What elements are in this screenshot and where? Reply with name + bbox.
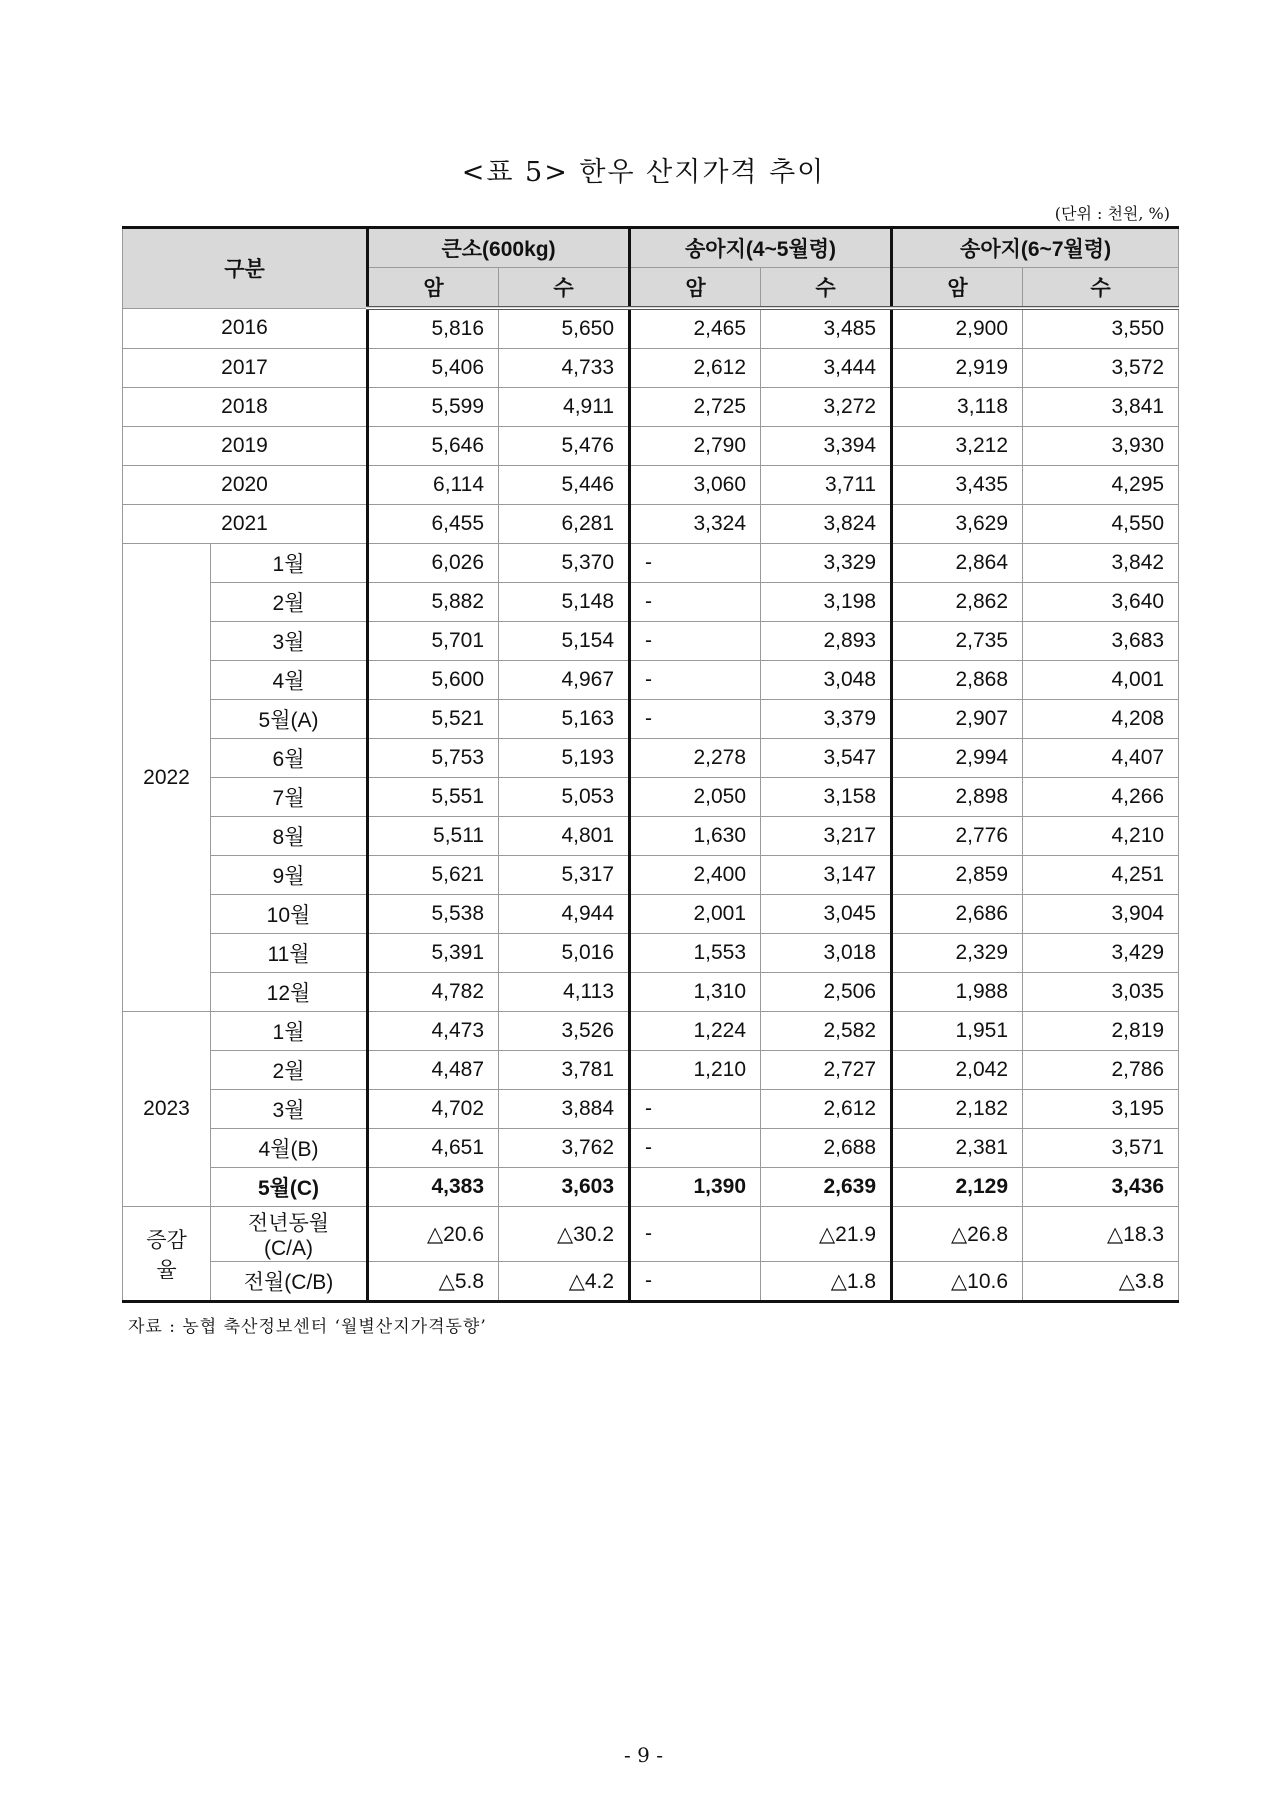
value-cell: 3,195 (1023, 1090, 1179, 1129)
value-cell: 2,001 (630, 895, 761, 934)
table-row (123, 1129, 1179, 1168)
value-cell: 3,640 (1023, 583, 1179, 622)
value-cell: 3,429 (1023, 934, 1179, 973)
value-cell: 3,060 (630, 466, 761, 505)
month-label: 1월 (211, 544, 368, 583)
value-cell: 1,224 (630, 1012, 761, 1051)
value-cell: 4,550 (1023, 505, 1179, 544)
value-cell: 5,016 (499, 934, 630, 973)
month-label: 9월 (211, 856, 368, 895)
table-row (123, 1051, 1179, 1090)
value-cell: 5,154 (499, 622, 630, 661)
month-label: 6월 (211, 739, 368, 778)
value-cell: 2,786 (1023, 1051, 1179, 1090)
value-cell: 2,612 (761, 1090, 892, 1129)
header-male: 수 (499, 268, 630, 309)
value-cell: 3,198 (761, 583, 892, 622)
year-group-label: 2023 (123, 1012, 211, 1207)
value-cell: △30.2 (499, 1207, 630, 1262)
value-cell: 3,930 (1023, 427, 1179, 466)
value-cell: 3,884 (499, 1090, 630, 1129)
value-cell: 4,208 (1023, 700, 1179, 739)
value-cell: 2,688 (761, 1129, 892, 1168)
table-row (123, 466, 1179, 505)
month-label: 1월 (211, 1012, 368, 1051)
value-cell: △21.9 (761, 1207, 892, 1262)
table-row (123, 739, 1179, 778)
table-row (123, 700, 1179, 739)
value-cell: 5,317 (499, 856, 630, 895)
value-cell: 6,455 (368, 505, 499, 544)
header-male: 수 (1023, 268, 1179, 309)
value-cell: - (630, 544, 761, 583)
value-cell: 3,824 (761, 505, 892, 544)
price-table (122, 226, 1179, 1303)
value-cell: 3,603 (499, 1168, 630, 1207)
month-label: 4월 (211, 661, 368, 700)
value-cell: 3,711 (761, 466, 892, 505)
value-cell: - (630, 1090, 761, 1129)
table-row (123, 856, 1179, 895)
value-cell: 4,702 (368, 1090, 499, 1129)
month-label: 5월(C) (211, 1168, 368, 1207)
value-cell: - (630, 583, 761, 622)
value-cell: 3,485 (761, 308, 892, 349)
value-cell: 5,621 (368, 856, 499, 895)
value-cell: 4,210 (1023, 817, 1179, 856)
value-cell: 2,907 (892, 700, 1023, 739)
change-rate-type: 전년동월(C/A) (211, 1207, 368, 1262)
table-row (123, 622, 1179, 661)
value-cell: 3,035 (1023, 973, 1179, 1012)
value-cell: 3,272 (761, 388, 892, 427)
value-cell: 3,324 (630, 505, 761, 544)
value-cell: 4,473 (368, 1012, 499, 1051)
value-cell: 5,753 (368, 739, 499, 778)
year-label: 2019 (123, 427, 368, 466)
value-cell: 5,446 (499, 466, 630, 505)
value-cell: 2,725 (630, 388, 761, 427)
value-cell: △26.8 (892, 1207, 1023, 1262)
value-cell: 2,862 (892, 583, 1023, 622)
value-cell: 3,571 (1023, 1129, 1179, 1168)
value-cell: 5,370 (499, 544, 630, 583)
value-cell: 3,904 (1023, 895, 1179, 934)
value-cell: 2,859 (892, 856, 1023, 895)
table-row (123, 1012, 1179, 1051)
value-cell: 1,210 (630, 1051, 761, 1090)
value-cell: 4,967 (499, 661, 630, 700)
value-cell: 2,042 (892, 1051, 1023, 1090)
value-cell: 2,278 (630, 739, 761, 778)
table-row (123, 505, 1179, 544)
value-cell: 1,988 (892, 973, 1023, 1012)
value-cell: 3,048 (761, 661, 892, 700)
value-cell: 1,390 (630, 1168, 761, 1207)
table-row (123, 349, 1179, 388)
value-cell: 5,646 (368, 427, 499, 466)
value-cell: 3,572 (1023, 349, 1179, 388)
month-label: 4월(B) (211, 1129, 368, 1168)
value-cell: 4,782 (368, 973, 499, 1012)
value-cell: 5,650 (499, 308, 630, 349)
page-number: - 9 - (624, 1743, 663, 1767)
source-note: 자료 : 농협 축산정보센터 ‘월별산지가격동향’ (128, 1317, 487, 1337)
value-cell: 3,842 (1023, 544, 1179, 583)
value-cell: 5,599 (368, 388, 499, 427)
change-rate-type: 전월(C/B) (211, 1262, 368, 1302)
value-cell: 3,841 (1023, 388, 1179, 427)
value-cell: 6,026 (368, 544, 499, 583)
value-cell: - (630, 622, 761, 661)
header-calf-6-7: 송아지(6~7월령) (892, 228, 1179, 268)
header-female: 암 (368, 268, 499, 309)
month-label: 8월 (211, 817, 368, 856)
month-label: 3월 (211, 1090, 368, 1129)
value-cell: 2,735 (892, 622, 1023, 661)
value-cell: 3,212 (892, 427, 1023, 466)
month-label: 3월 (211, 622, 368, 661)
value-cell: △1.8 (761, 1262, 892, 1302)
value-cell: 3,547 (761, 739, 892, 778)
value-cell: 5,193 (499, 739, 630, 778)
value-cell: 2,790 (630, 427, 761, 466)
value-cell: 4,801 (499, 817, 630, 856)
value-cell: 3,526 (499, 1012, 630, 1051)
year-label: 2020 (123, 466, 368, 505)
value-cell: 2,864 (892, 544, 1023, 583)
value-cell: 2,400 (630, 856, 761, 895)
table-row (123, 661, 1179, 700)
value-cell: 2,893 (761, 622, 892, 661)
value-cell: 4,407 (1023, 739, 1179, 778)
value-cell: 4,001 (1023, 661, 1179, 700)
year-label: 2018 (123, 388, 368, 427)
value-cell: △5.8 (368, 1262, 499, 1302)
value-cell: 4,911 (499, 388, 630, 427)
value-cell: 5,511 (368, 817, 499, 856)
table-row (123, 973, 1179, 1012)
value-cell: 5,816 (368, 308, 499, 349)
value-cell: 2,329 (892, 934, 1023, 973)
value-cell: 5,391 (368, 934, 499, 973)
value-cell: 3,045 (761, 895, 892, 934)
month-label: 10월 (211, 895, 368, 934)
header-female: 암 (892, 268, 1023, 309)
year-group-label: 2022 (123, 544, 211, 1012)
month-label: 2월 (211, 583, 368, 622)
header-calf-4-5: 송아지(4~5월령) (630, 228, 892, 268)
value-cell: 2,776 (892, 817, 1023, 856)
value-cell: 6,114 (368, 466, 499, 505)
value-cell: 5,163 (499, 700, 630, 739)
value-cell: △10.6 (892, 1262, 1023, 1302)
value-cell: 4,733 (499, 349, 630, 388)
value-cell: 4,651 (368, 1129, 499, 1168)
value-cell: 3,550 (1023, 308, 1179, 349)
value-cell: 5,551 (368, 778, 499, 817)
value-cell: 2,727 (761, 1051, 892, 1090)
value-cell: 4,113 (499, 973, 630, 1012)
table-row (123, 388, 1179, 427)
table-row (123, 1168, 1179, 1207)
value-cell: 4,383 (368, 1168, 499, 1207)
value-cell: 3,018 (761, 934, 892, 973)
value-cell: 2,639 (761, 1168, 892, 1207)
value-cell: 2,819 (1023, 1012, 1179, 1051)
value-cell: 5,476 (499, 427, 630, 466)
value-cell: 2,900 (892, 308, 1023, 349)
value-cell: 5,521 (368, 700, 499, 739)
table-title: <표 5> 한우 산지가격 추이 (461, 157, 826, 188)
month-label: 5월(A) (211, 700, 368, 739)
table-row (123, 895, 1179, 934)
value-cell: 3,629 (892, 505, 1023, 544)
value-cell: 3,329 (761, 544, 892, 583)
value-cell: 2,686 (892, 895, 1023, 934)
value-cell: 2,050 (630, 778, 761, 817)
value-cell: 2,994 (892, 739, 1023, 778)
value-cell: △4.2 (499, 1262, 630, 1302)
value-cell: 5,882 (368, 583, 499, 622)
value-cell: 5,148 (499, 583, 630, 622)
value-cell: 2,612 (630, 349, 761, 388)
value-cell: 2,381 (892, 1129, 1023, 1168)
value-cell: 2,506 (761, 973, 892, 1012)
value-cell: 2,465 (630, 308, 761, 349)
value-cell: 4,266 (1023, 778, 1179, 817)
value-cell: 5,406 (368, 349, 499, 388)
table-row (123, 544, 1179, 583)
value-cell: 3,394 (761, 427, 892, 466)
value-cell: 3,435 (892, 466, 1023, 505)
table-row (123, 778, 1179, 817)
year-label: 2016 (123, 308, 368, 349)
value-cell: 3,158 (761, 778, 892, 817)
value-cell: 2,898 (892, 778, 1023, 817)
unit-label: (단위 : 천원, %) (1054, 204, 1170, 223)
value-cell: - (630, 700, 761, 739)
value-cell: 5,538 (368, 895, 499, 934)
value-cell: 3,781 (499, 1051, 630, 1090)
value-cell: 3,444 (761, 349, 892, 388)
value-cell: 6,281 (499, 505, 630, 544)
value-cell: 3,379 (761, 700, 892, 739)
table-row (123, 817, 1179, 856)
value-cell: 5,600 (368, 661, 499, 700)
value-cell: 1,310 (630, 973, 761, 1012)
table-row (123, 1090, 1179, 1129)
value-cell: △20.6 (368, 1207, 499, 1262)
table-row (123, 427, 1179, 466)
value-cell: 2,182 (892, 1090, 1023, 1129)
value-cell: 5,053 (499, 778, 630, 817)
value-cell: 3,217 (761, 817, 892, 856)
header-group: 구분 (123, 228, 368, 309)
value-cell: 1,951 (892, 1012, 1023, 1051)
value-cell: 2,129 (892, 1168, 1023, 1207)
table-row (123, 308, 1179, 349)
value-cell: △18.3 (1023, 1207, 1179, 1262)
value-cell: 5,701 (368, 622, 499, 661)
value-cell: - (630, 1129, 761, 1168)
header-big-cattle: 큰소(600kg) (368, 228, 630, 268)
value-cell: 4,251 (1023, 856, 1179, 895)
value-cell: 4,295 (1023, 466, 1179, 505)
change-rate-label: 증감율 (123, 1207, 211, 1302)
value-cell: 3,118 (892, 388, 1023, 427)
value-cell: 2,919 (892, 349, 1023, 388)
header-female: 암 (630, 268, 761, 309)
header-male: 수 (761, 268, 892, 309)
value-cell: 3,436 (1023, 1168, 1179, 1207)
value-cell: 2,582 (761, 1012, 892, 1051)
value-cell: 2,868 (892, 661, 1023, 700)
table-row (123, 583, 1179, 622)
value-cell: 3,762 (499, 1129, 630, 1168)
year-label: 2021 (123, 505, 368, 544)
table-row (123, 1207, 1179, 1262)
month-label: 2월 (211, 1051, 368, 1090)
value-cell: 3,147 (761, 856, 892, 895)
year-label: 2017 (123, 349, 368, 388)
month-label: 12월 (211, 973, 368, 1012)
month-label: 11월 (211, 934, 368, 973)
table-row (123, 1262, 1179, 1302)
table-row (123, 934, 1179, 973)
value-cell: △3.8 (1023, 1262, 1179, 1302)
value-cell: - (630, 1207, 761, 1262)
value-cell: 4,487 (368, 1051, 499, 1090)
month-label: 7월 (211, 778, 368, 817)
value-cell: 4,944 (499, 895, 630, 934)
value-cell: 1,630 (630, 817, 761, 856)
value-cell: 1,553 (630, 934, 761, 973)
value-cell: - (630, 661, 761, 700)
value-cell: - (630, 1262, 761, 1302)
value-cell: 3,683 (1023, 622, 1179, 661)
